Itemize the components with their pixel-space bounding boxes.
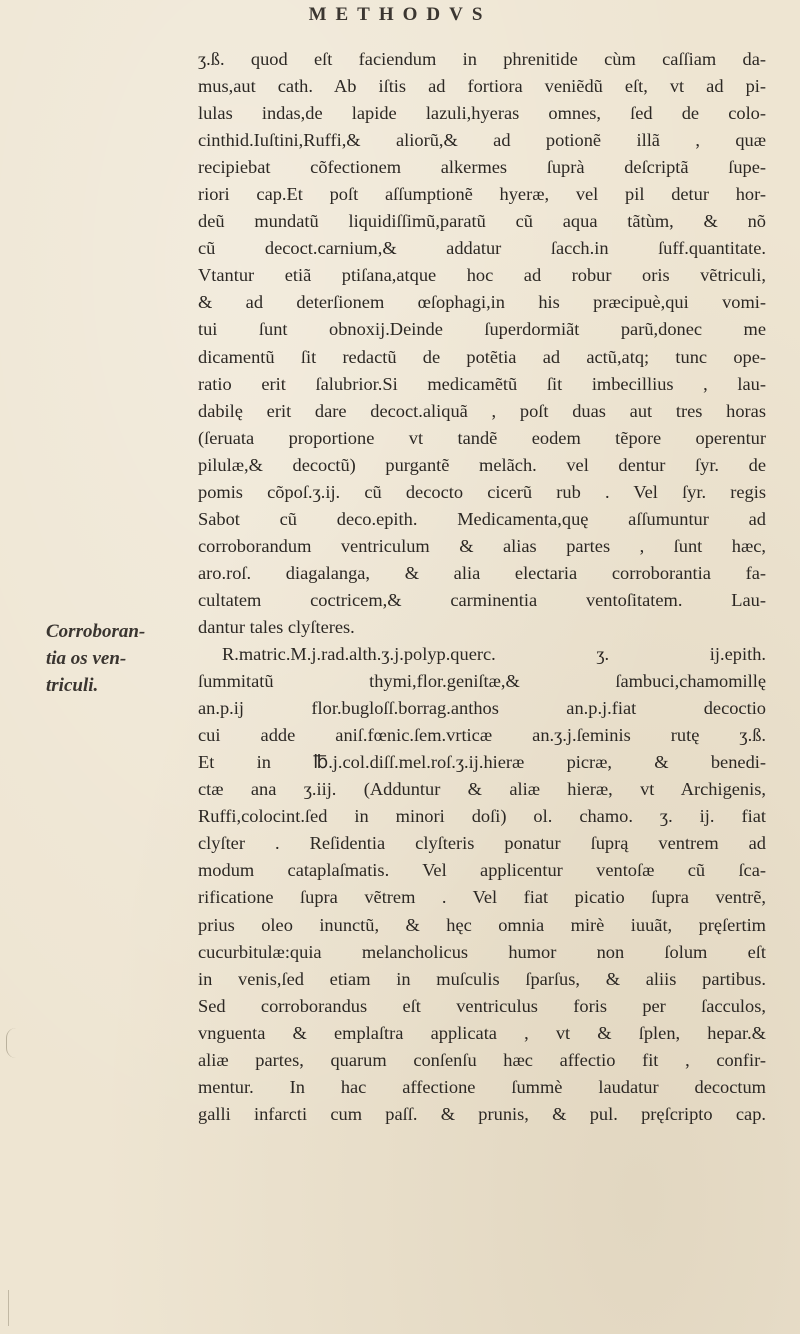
text-line: riori cap.Et poſt aſſumptionẽ hyeræ, vel pil detur hor- [198, 184, 766, 205]
text-line: R.matric.M.j.rad.alth.ʒ.j.polyp.querc. ʒ. ij.epith. [222, 644, 766, 665]
marginal-note [46, 618, 196, 699]
marginal-note-line: triculi. [46, 675, 99, 696]
text-line: in venis,ſed etiam in muſculis ſparſus, & aliis partibus. [198, 968, 766, 989]
text-line: ʒ.ß. quod eſt faciendum in phrenitide cùm caſſiam da- [198, 49, 766, 69]
margin-pencil-mark [6, 1028, 17, 1058]
text-line: dantur tales clyſteres. [198, 616, 355, 637]
text-line: Ruffi,colocint.ſed in minori doſi) ol. chamo. ʒ. ij. fiat [198, 806, 766, 827]
text-line: an.p.ij flor.bugloſſ.borrag.anthos an.p.j.fiat decoctio [198, 698, 766, 719]
text-line: Et in ℔.j.col.diſſ.mel.roſ.ʒ.ij.hieræ picræ, & benedi- [198, 752, 766, 773]
text-line: dicamentũ ſit redactũ de potẽtia ad actũ,atq; tunc ope- [198, 346, 766, 367]
text-line: aro.roſ. diagalanga, & alia electaria corroborantia fa- [198, 562, 766, 583]
running-head: METHODVS [308, 4, 492, 25]
text-line: mentur. In hac affectione ſummè laudatur decoctum [198, 1076, 766, 1097]
marginal-note-line: Corroboran- [46, 621, 146, 642]
margin-pencil-mark [8, 1290, 15, 1326]
text-line: dabilę erit dare decoct.aliquã , poſt duas aut tres horas [198, 400, 766, 421]
text-line: cũ decoct.carnium,& addatur ſacch.in ſuff.quantitate. [198, 238, 766, 259]
marginal-note-line: tia os ven- [46, 648, 127, 669]
text-line: mus,aut cath. Ab iſtis ad fortiora veniẽdũ eſt, vt ad pi- [198, 76, 766, 97]
text-line: lulas indas,de lapide lazuli,hyeras omnes, ſed de colo- [198, 103, 766, 124]
text-line: ſummitatũ thymi,flor.geniſtæ,& ſambuci,chamomillę [198, 671, 766, 692]
text-line: Sabot cũ deco.epith. Medicamenta,quę aſſumuntur ad [198, 508, 766, 529]
text-line: galli infarcti cum paſſ. & prunis, & pul. pręſcripto cap. [198, 1103, 766, 1124]
text-line: ctæ ana ʒ.iij. (Adduntur & aliæ hieræ, vt Archigenis, [198, 779, 766, 800]
text-line: cultatem coctricem,& carminentia ventoſitatem. Lau- [198, 589, 766, 610]
text-line: rificatione ſupra vẽtrem . Vel fiat picatio ſupra ventrẽ, [198, 887, 766, 908]
text-line: modum cataplaſmatis. Vel applicentur ventoſæ cũ ſca- [198, 860, 766, 881]
text-line: cui adde aniſ.fœnic.ſem.vrticæ an.ʒ.j.ſeminis rutę ʒ.ß. [198, 725, 766, 746]
text-line: vnguenta & emplaſtra applicata , vt & ſplen, hepar.& [198, 1022, 766, 1043]
body-text [198, 46, 766, 1128]
text-line: cinthid.Iuſtini,Ruffi,& aliorũ,& ad potionẽ illã , quæ [198, 130, 766, 151]
text-line: pomis cõpoſ.ʒ.ij. cũ decocto cicerũ rub . Vel ſyr. regis [198, 481, 766, 502]
text-line: clyſter . Reſidentia clyſteris ponatur ſuprą ventrem ad [198, 833, 766, 854]
text-line: recipiebat cõfectionem alkermes ſuprà deſcriptã ſupe- [198, 157, 766, 178]
text-line: tui ſunt obnoxij.Deinde ſuperdormiãt parũ,donec me [198, 319, 766, 340]
text-line: & ad deterſionem œſophagi,in his præcipuè,qui vomi- [198, 292, 766, 313]
text-line: corroborandum ventriculum & alias partes , ſunt hæc, [198, 535, 766, 556]
text-line: aliæ partes, quarum conſenſu hæc affectio fit , confir- [198, 1049, 766, 1070]
text-line: prius oleo inunctũ, & hęc omnia mirè iuuãt, pręſertim [198, 914, 766, 935]
text-line: pilulæ,& decoctũ) purgantẽ melãch. vel dentur ſyr. de [198, 454, 766, 475]
text-line: (ſeruata proportione vt tandẽ eodem tẽpore operentur [198, 427, 766, 448]
text-line: ratio erit ſalubrior.Si medicamẽtũ ſit imbecillius , lau- [198, 373, 766, 394]
text-line: cucurbitulæ:quia melancholicus humor non ſolum eſt [198, 941, 766, 962]
text-line: Sed corroborandus eſt ventriculus foris per ſacculos, [198, 995, 766, 1016]
text-line: deũ mundatũ liquidiſſimũ,paratũ cũ aqua tãtùm, & nõ [198, 211, 766, 232]
text-line: Vtantur etiã ptiſana,atque hoc ad robur oris vẽtriculi, [198, 265, 766, 286]
